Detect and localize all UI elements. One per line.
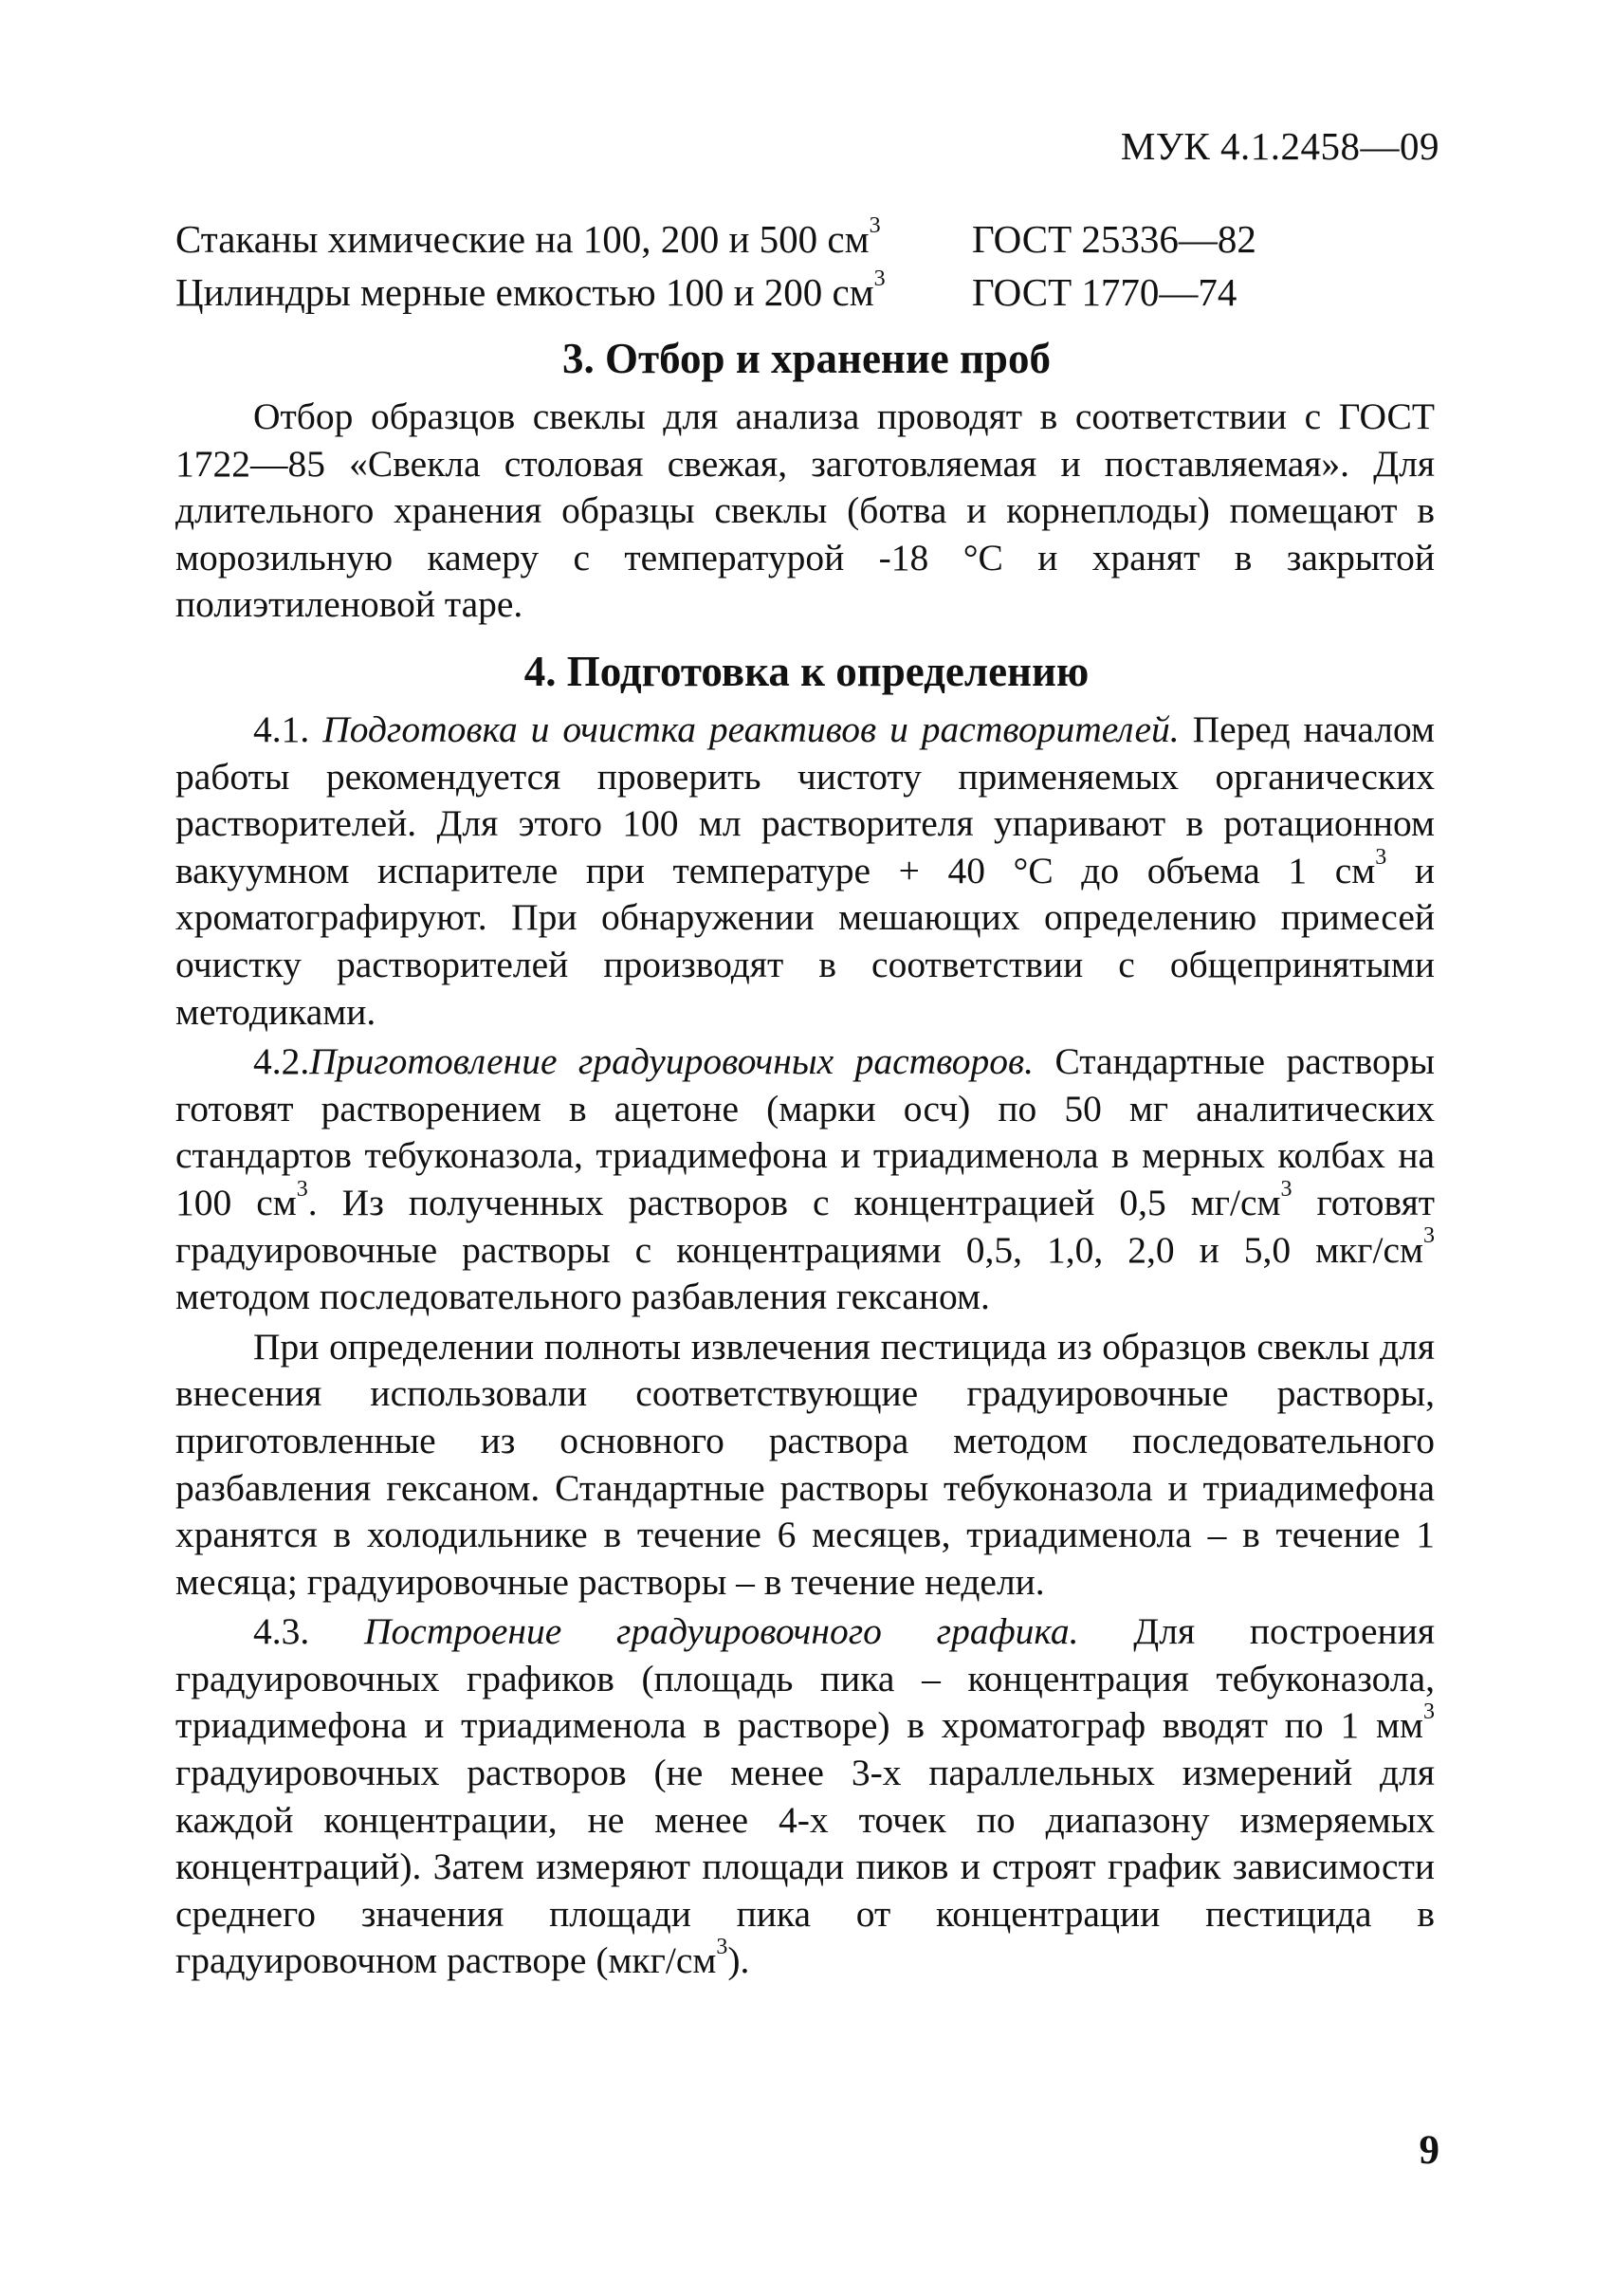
equipment-item — [175, 212, 1256, 266]
subheading-4-2: Приготовление градуировочных растворов. — [309, 1040, 1035, 1083]
section-3-paragraph: Отбор образцов свеклы для анализа проводят в соответствии с ГОСТ 1722—85 «Свекла столовая свежая, заготовляемая и поставляемая». Для длительного хранения образцы свеклы (ботва и корнеплоды) помещают в морозильную камеру с температурой -18 °С и хранят в закрытой полиэтиленовой таре. — [175, 395, 1435, 626]
paragraph-4-3: 4.3. Построение градуировочного графика. Для построения градуировочных графиков (площадь пика – концентрация тебуконазола, триадимефона и триадименола в растворе) в хроматограф вводят по 1 $мм^3$ градуировочных растворов (не менее 3-х параллельных измерений для каждой концентрации, не менее 4-х точек по диапазону измеряемых концентраций). Затем измеряют площади пиков и строят график зависимости среднего значения площади пика от концентрации пестицида в градуировочном растворе $(мкг/см^3)$. — [175, 1610, 1436, 1982]
section-4-body — [175, 707, 1435, 1985]
equipment-name: Цилиндры мерные емкостью 100 и 200 $см^3$ — [175, 266, 886, 314]
section-4-title: 4. Подготовка к определению — [523, 648, 1090, 695]
paragraph-4-2-storage: При определении полноты извлечения пестицида из образцов свеклы для внесения использовали соответствующие градуировочные растворы, приготовленные из основного раствора методом последовательного разбавления гексаном. Стандартные растворы тебуконазола и триадимефона хранятся в холодильнике в течение 6 месяцев, триадименола – в течение 1 месяца; градуировочные растворы – в течение недели. — [175, 1325, 1435, 1603]
equipment-name: Стаканы химические на 100, 200 и 500 $см^3$ — [175, 213, 881, 261]
subheading-4-1: Подготовка и очистка реактивов и растворителей. — [322, 708, 1180, 750]
section-3-body — [175, 394, 1435, 629]
equipment-standard: ГОСТ 1770—74 — [972, 270, 1237, 314]
equipment-item — [175, 266, 1256, 319]
section-3-title: 3. Отбор и хранение проб — [562, 335, 1051, 382]
paragraph-4-2: 4.2.Приготовление градуировочных растворов. Стандартные растворы готовят растворением в ацетоне (марки осч) по 50 мг аналитических стандартов тебуконазола, триадимефона и триадименола в мерных колбах на 100 $см^3$. Из полученных растворов с концентрацией 0,5 $мг/см^3$ готовят градуировочные растворы с концентрациями 0,5, 1,0, 2,0 и 5,0 мкг/$см^3$ методом последовательного разбавления гексаном. — [175, 1040, 1436, 1318]
equipment-list — [175, 212, 1256, 319]
equipment-standard: ГОСТ 25336—82 — [972, 217, 1256, 261]
document-code: МУК 4.1.2458—09 — [1120, 124, 1439, 168]
subheading-4-3: Построение градуировочного графика. — [364, 1610, 1079, 1653]
paragraph-4-1: 4.1. Подготовка и очистка реактивов и растворителей. Перед началом работы рекомендуется проверить чистоту применяемых органических растворителей. Для этого 100 мл растворителя упаривают в ротационном вакуумном испарителе при температуре + 40 °С до объема 1 $см^3$ и хроматографируют. При обнаружении мешающих определению примесей очистку растворителей производят в соответствии с общепринятыми методиками. — [175, 708, 1435, 1033]
page-number: 9 — [1419, 2128, 1439, 2173]
